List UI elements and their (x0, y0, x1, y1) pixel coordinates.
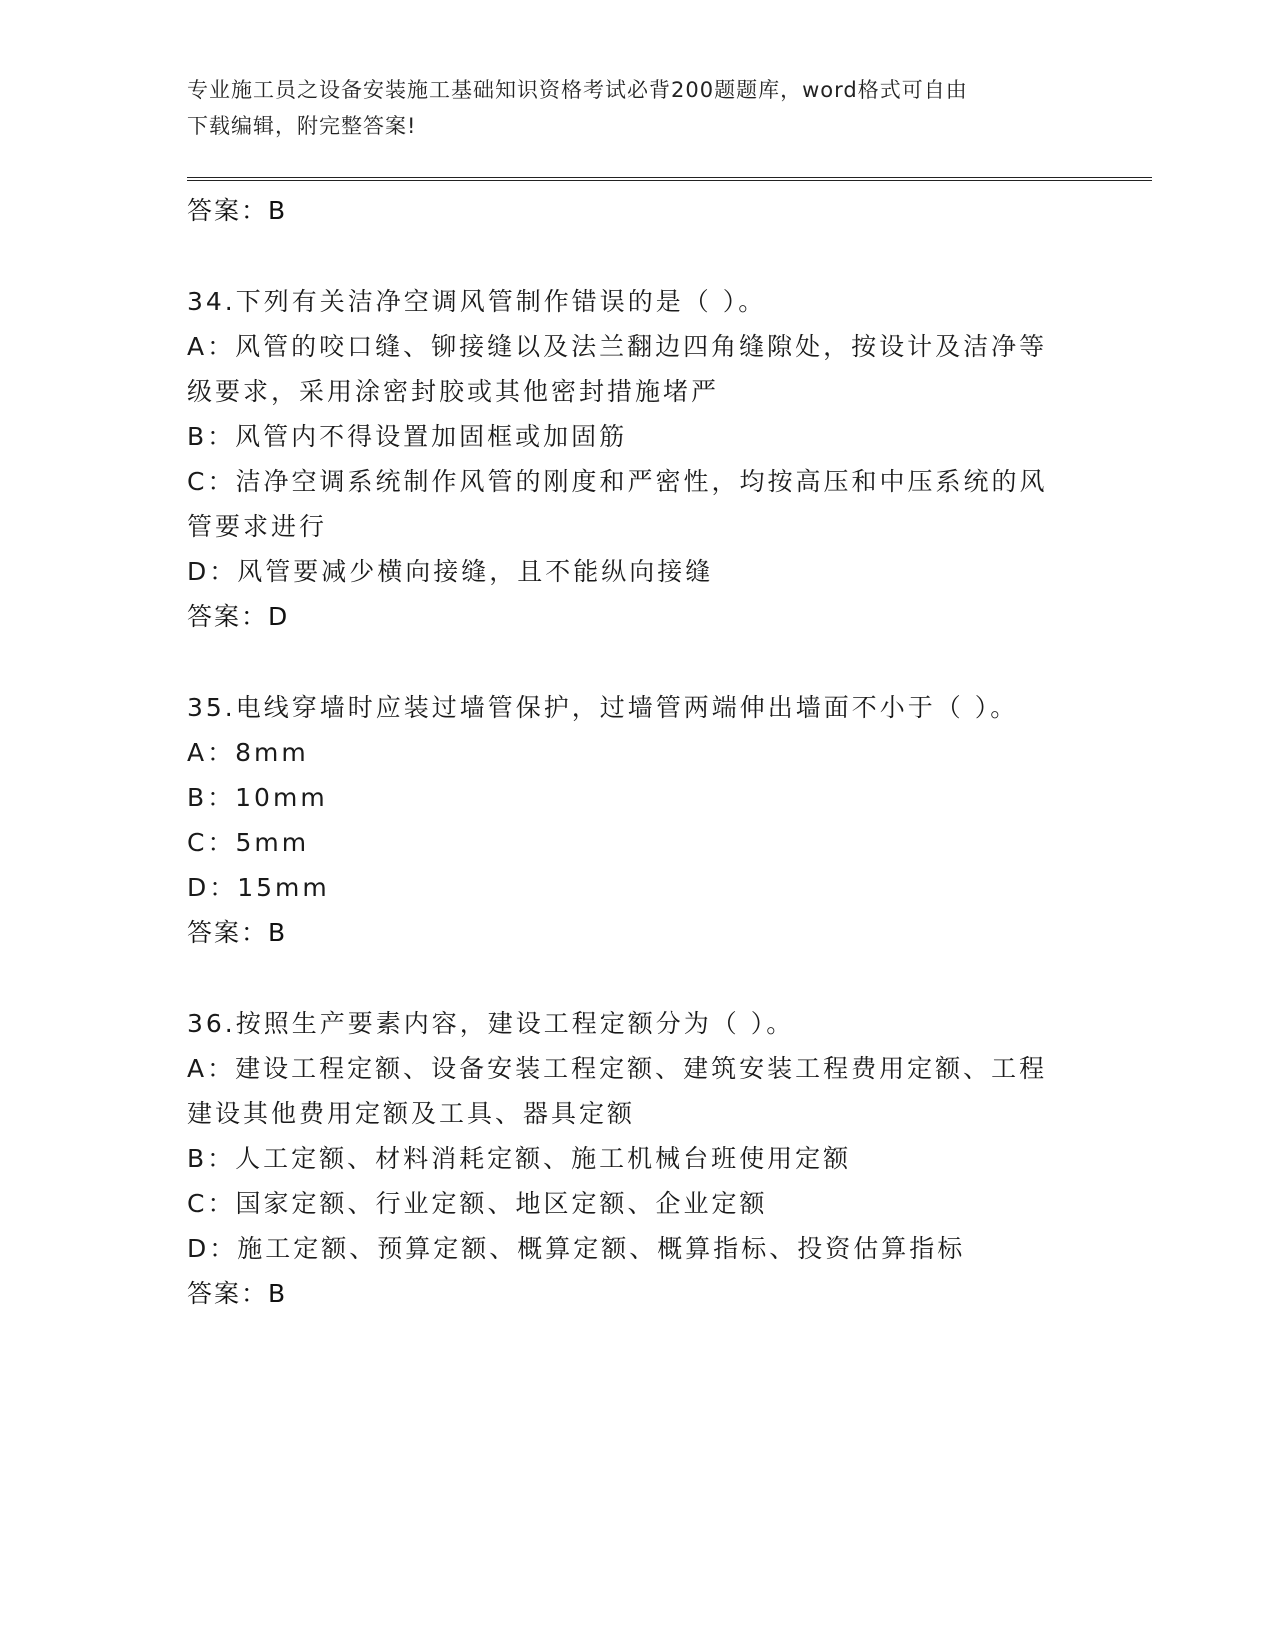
question-36-option-c: C：国家定额、行业定额、地区定额、企业定额 (187, 1189, 768, 1218)
document-header (187, 72, 1087, 144)
question-35-answer: 答案：B (187, 918, 288, 947)
header-line-2: 下载编辑，附完整答案! (187, 114, 417, 138)
previous-answer: 答案：B (187, 196, 288, 225)
question-35-option-c: C：5mm (187, 828, 310, 857)
question-36-answer: 答案：B (187, 1279, 288, 1308)
question-34-option-a-line-1: A：风管的咬口缝、铆接缝以及法兰翻边四角缝隙处，按设计及洁净等 (187, 332, 1048, 361)
question-36 (187, 1001, 1087, 1316)
question-34-answer: 答案：D (187, 602, 290, 631)
question-34-option-c-line-1: C：洁净空调系统制作风管的刚度和严密性，均按高压和中压系统的风 (187, 467, 1048, 496)
question-34 (187, 279, 1087, 639)
question-34-stem: 34.下列有关洁净空调风管制作错误的是（ ）。 (187, 287, 767, 316)
question-34-option-c-line-2: 管要求进行 (187, 512, 328, 541)
question-35-option-d: D：15mm (187, 873, 330, 902)
question-36-option-a-line-1: A：建设工程定额、设备安装工程定额、建筑安装工程费用定额、工程 (187, 1054, 1048, 1083)
question-36-option-a-line-2: 建设其他费用定额及工具、器具定额 (187, 1099, 636, 1128)
question-36-stem: 36.按照生产要素内容，建设工程定额分为（ ）。 (187, 1009, 795, 1038)
spacer (187, 955, 1087, 1001)
question-list (187, 188, 1087, 1316)
question-35-option-b: B：10mm (187, 783, 328, 812)
question-36-option-b: B：人工定额、材料消耗定额、施工机械台班使用定额 (187, 1144, 852, 1173)
question-34-option-b: B：风管内不得设置加固框或加固筋 (187, 422, 628, 451)
question-36-option-d: D：施工定额、预算定额、概算定额、概算指标、投资估算指标 (187, 1234, 966, 1263)
question-35 (187, 685, 1087, 955)
question-34-option-a-line-2: 级要求，采用涂密封胶或其他密封措施堵严 (187, 377, 720, 406)
spacer (187, 639, 1087, 685)
question-35-stem: 35.电线穿墙时应装过墙管保护，过墙管两端伸出墙面不小于（ ）。 (187, 693, 1019, 722)
question-35-option-a: A：8mm (187, 738, 309, 767)
header-divider (187, 177, 1152, 181)
header-line-1: 专业施工员之设备安装施工基础知识资格考试必背200题题库，word格式可自由 (187, 78, 968, 102)
question-34-option-d: D：风管要减少横向接缝，且不能纵向接缝 (187, 557, 714, 586)
spacer (187, 233, 1087, 279)
